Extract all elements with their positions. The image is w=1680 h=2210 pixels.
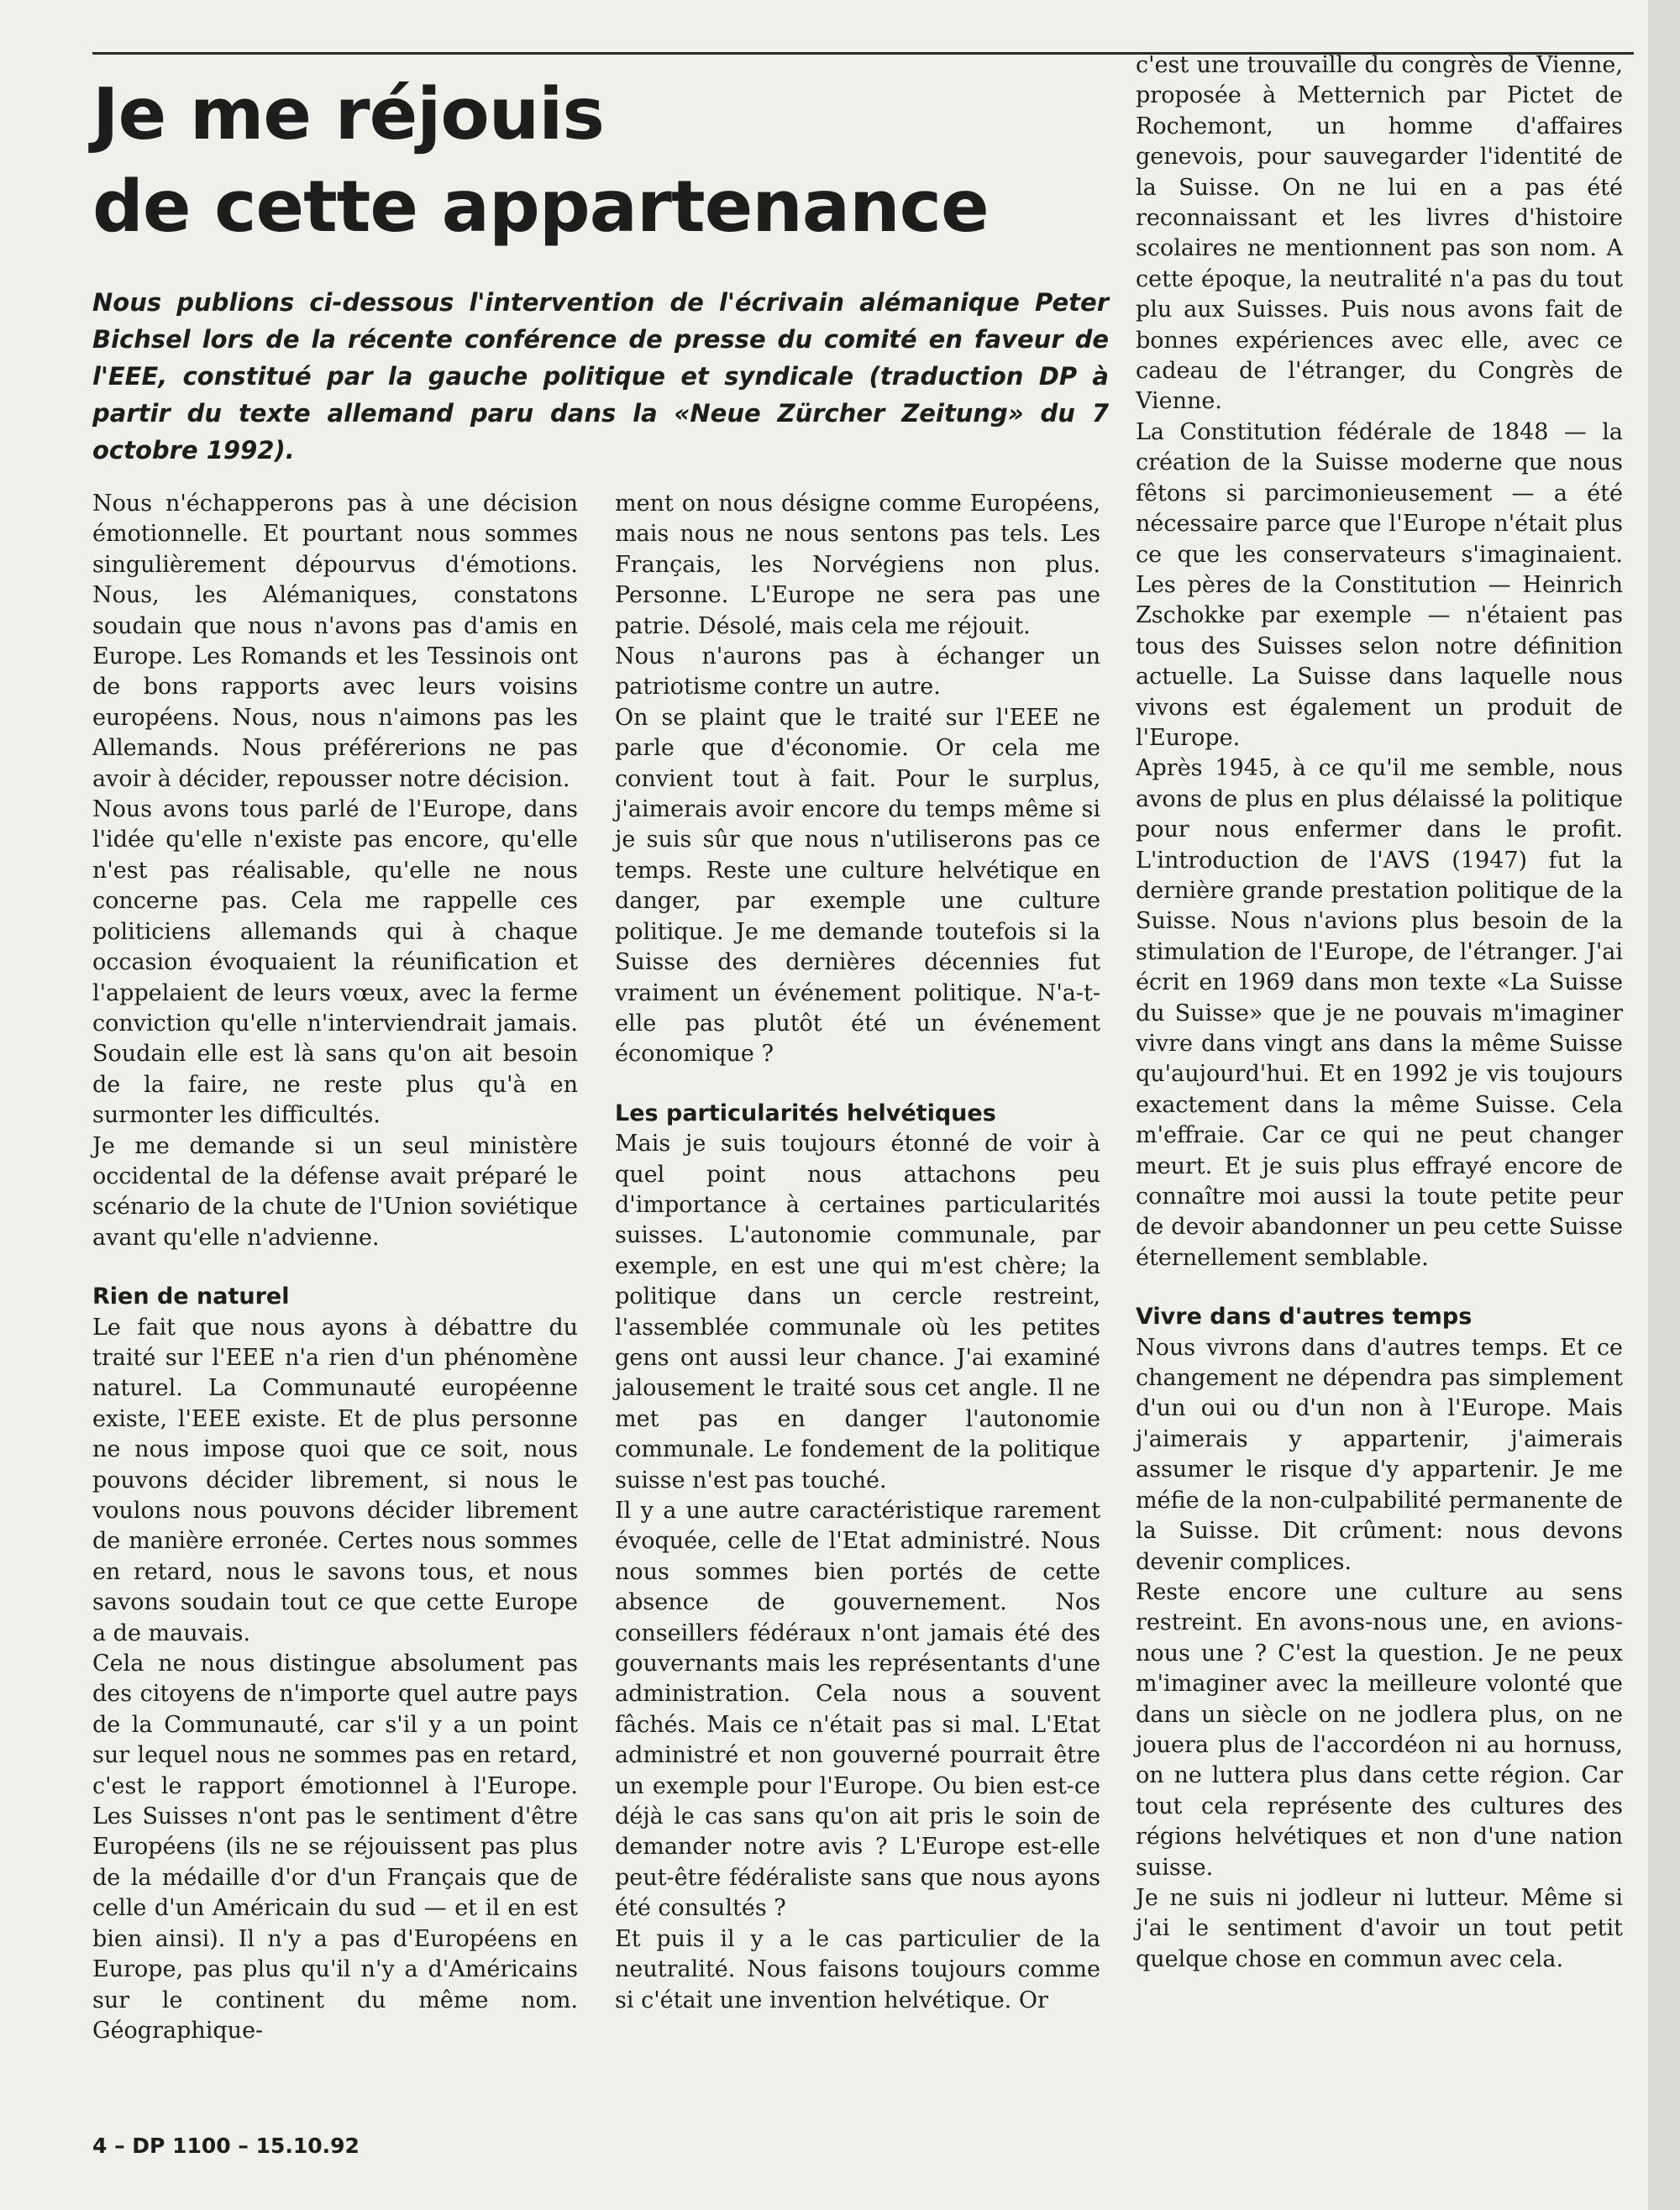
paragraph: Nous n'échapperons pas à une décision émotionnelle. Et pourtant nous sommes singulièrement dépourvus d'émotions. Nous, les Alémaniques, constatons soudain que nous n'avons pas d'amis en Europe. Les Romands et les Tessinois ont de bons rapports avec leurs voisins européens. Nous, nous n'aimons pas les Allemands. Nous préférerions ne pas avoir à décider, repousser notre décision. [92,491,578,792]
paragraph: c'est une trouvaille du congrès de Vienne, proposée à Metternich par Pictet de Rochemont, un homme d'affaires genevois, pour sauvegarder l'identité de la Suisse. On ne lui en a pas été reconnaissant et les livres d'histoire scolaires ne mentionnent pas son nom. A cette époque, la neutralité n'a pas du tout plu aux Suisses. Puis nous avons fait de bonnes expériences avec elle, avec ce cadeau de l'étranger, du Congrès de Vienne. [1136,52,1623,415]
paragraph: Le fait que nous ayons à débattre du traité sur l'EEE n'a rien d'un phénomène naturel. La Communauté européenne existe, l'EEE existe. Et de plus personne ne nous impose quoi que ce soit, nous pouvons décider librement, si nous le voulons nous pouvons décider librement de manière erronée. Certes nous sommes en retard, nous le savons tous, et nous savons soudain tout ce que cette Europe a de mauvais. [92,1314,578,1646]
paragraph: La Constitution fédérale de 1848 — la création de la Suisse moderne que nous fêtons si parcimonieusement — a été nécessaire parce que l'Europe n'était plus ce que les conservateurs s'imaginaient. Les pères de la Constitution — Heinrich Zschokke par exemple — n'étaient pas tous des Suisses selon notre définition actuelle. La Suisse dans laquelle nous vivons est également un produit de l'Europe. [1136,418,1623,751]
paragraph: Après 1945, à ce qu'il me semble, nous avons de plus en plus délaissé la politique pour nous enfermer dans le profit. L'introduction de l'AVS (1947) fut la dernière grande prestation politique de la Suisse. Nous n'avions plus besoin de la stimulation de l'Europe, de l'étranger. J'ai écrit en 1969 dans mon texte «La Suisse du Suisse» que je ne pouvais m'imaginer vivre dans vingt ans dans la même Suisse qu'aujourd'hui. Et en 1992 je vis toujours exactement dans la même Suisse. Cela m'effraie. Car ce qui ne peut changer meurt. Et je suis plus effrayé encore de connaître moi aussi la toute petite peur de devoir abandonner un peu cette Suisse éternellement semblable. [1136,755,1623,1271]
paragraph: Je ne suis ni jodleur ni lutteur. Même si j'ai le sentiment d'avoir un tout petit quelque chose en commun avec cela. [1136,1884,1623,1972]
article-lede: Nous publions ci-dessous l'intervention de l'écrivain alémanique Peter Bichsel lors de la récente conférence de presse du comité en faveur de l'EEE, constitué par la gauche politique et syndicale (traduction DP à partir du texte allemand paru dans la «Neue Zürcher Zeitung» du 7 octobre 1992). [92,288,1109,465]
section-heading-autres-temps: Vivre dans d'autres temps [1136,1304,1473,1331]
paragraph: Nous n'aurons pas à échanger un patriotisme contre un autre. [615,643,1100,701]
paragraph: Mais je suis toujours étonné de voir à quel point nous attachons peu d'importance à certaines particularités suisses. L'autonomie communale, par exemple, en est une qui m'est chère; la politique dans un cercle restreint, l'assemblée communale où les petites gens ont aussi leur chance. J'ai examiné jalousement le traité sous cet angle. Il ne met pas en danger l'autonomie communale. Le fondement de la politique suisse n'est pas touché. [615,1131,1100,1493]
column-1 [92,489,578,2046]
section-heading-particularites: Les particularités helvétiques [615,1100,996,1126]
column-3 [1136,50,1623,1975]
paragraph: Il y a une autre caractéristique rarement évoquée, celle de l'Etat administré. Nous nous sommes bien portés de cette absence de gouvernement. Nos conseillers fédéraux n'ont jamais été des gouvernants mais les représentants d'une administration. Cela nous a souvent fâchés. Mais ce n'était pas si mal. L'Etat administré et non gouverné pourrait être un exemple pour l'Europe. Ou bien est-ce déjà le cas sans qu'on ait pris le soin de demander notre avis ? L'Europe est-elle peut-être fédéraliste sans que nous ayons été consultés ? [615,1498,1100,1922]
page-edge-shadow [1648,0,1680,2210]
article-title [92,69,1126,254]
paragraph: Nous vivrons dans d'autres temps. Et ce changement ne dépendra pas simplement d'un oui ou d'un non à l'Europe. Mais j'aimerais y appartenir, j'aimerais assumer le risque d'y appartenir. Je me méfie de la non-culpabilité permanente de la Suisse. Dit crûment: nous devons devenir complices. [1136,1334,1623,1575]
paragraph: Et puis il y a le cas particulier de la neutralité. Nous faisons toujours comme si c'était une invention helvétique. Or [615,1925,1100,2013]
title-line-2: de cette appartenance [92,165,989,249]
paragraph: ment on nous désigne comme Européens, mais nous ne nous sentons pas tels. Les Français, les Norvégiens non plus. Personne. L'Europe ne sera pas une patrie. Désolé, mais cela me réjouit. [615,491,1100,639]
section-heading-rien-de-naturel: Rien de naturel [92,1283,290,1310]
title-line-1: Je me réjouis [92,73,605,156]
paragraph: Cela ne nous distingue absolument pas des citoyens de n'importe quel autre pays de la Communauté, car s'il y a un point sur lequel nous ne sommes pas en retard, c'est le rapport émotionnel à l'Europe. Les Suisses n'ont pas le sentiment d'être Européens (ils ne se réjouissent pas plus de la médaille d'or d'un Français que de celle d'un Américain du sud — et il en est bien ainsi). Il n'y a pas d'Européens en Europe, pas plus qu'il n'y a d'Américains sur le continent du même nom. Géographique- [92,1651,578,2044]
paragraph: Reste encore une culture au sens restreint. En avons-nous une, en avions-nous une ? C'est la question. Je ne peux m'imaginer avec la meilleure volonté que dans un siècle on ne jodlera plus, on ne jouera plus de l'accordéon ni au hornuss, on ne luttera plus dans cette région. Car tout cela représente des cultures des régions helvétiques et non d'une nation suisse. [1136,1578,1623,1881]
paragraph: On se plaint que le traité sur l'EEE ne parle que d'économie. Or cela me convient tout à fait. Pour le surplus, j'aimerais avoir encore du temps même si je suis sûr que nous n'utiliserons pas ce temps. Reste une culture helvétique en danger, par exemple une culture politique. Je me demande toutefois si la Suisse des dernières décennies fut vraiment un événement politique. N'a-t-elle pas plutôt été un événement économique ? [615,704,1100,1068]
paragraph: Nous avons tous parlé de l'Europe, dans l'idée qu'elle n'existe pas encore, qu'elle n'est pas réalisable, qu'elle ne nous concerne pas. Cela me rappelle ces politiciens allemands qui à chaque occasion évoquaient la réunification et l'appelaient de leurs vœux, avec la ferme conviction qu'elle n'interviendrait jamais. Soudain elle est là sans qu'on ait besoin de la faire, ne reste plus qu'à en surmonter les difficultés. [92,796,578,1129]
page-footer: 4 – DP 1100 – 15.10.92 [92,2134,360,2158]
paragraph: Je me demande si un seul ministère occidental de la défense avait préparé le scénario de la chute de l'Union soviétique avant qu'elle n'advienne. [92,1132,578,1251]
column-2 [615,489,1100,2016]
